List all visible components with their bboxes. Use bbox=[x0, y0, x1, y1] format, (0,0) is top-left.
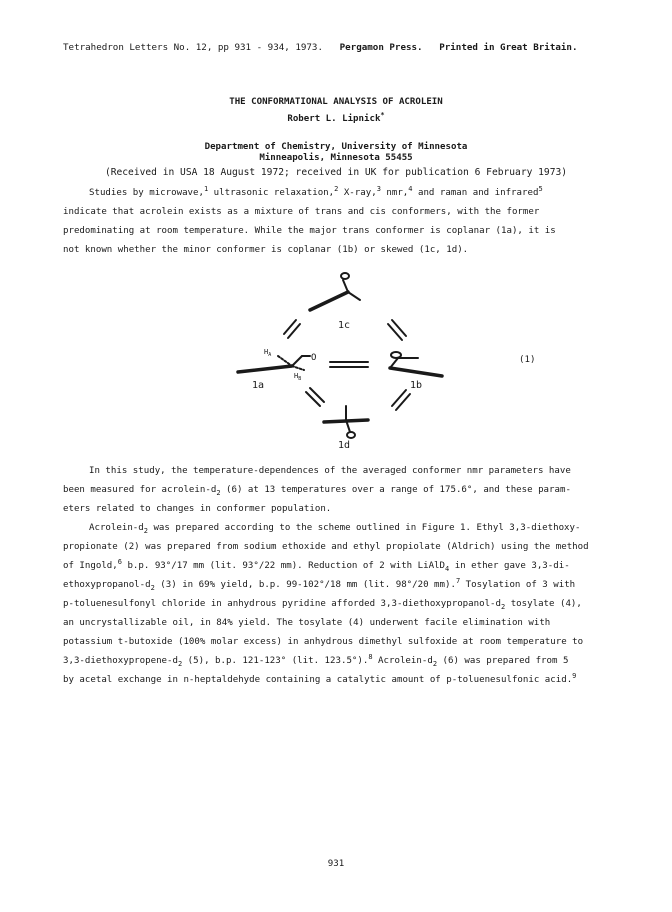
label-1c: 1c bbox=[338, 320, 351, 331]
para2-line-1: In this study, the temperature-dependences of the averaged conformer nmr parameters have bbox=[89, 466, 571, 476]
author-footnote-mark: * bbox=[380, 111, 385, 119]
intro-line-2: indicate that acrolein exists as a mixture of trans and cis conformers, with the former bbox=[63, 207, 540, 217]
article-title: THE CONFORMATIONAL ANALYSIS OF ACROLEIN bbox=[229, 97, 443, 107]
author-name: Robert L. Lipnick bbox=[287, 114, 381, 124]
para3-line-5: p-toluenesulfonyl chloride in anhydrous pyridine afforded $3,3-diethoxypropanol-d_2$ tosylate (4), bbox=[63, 599, 582, 611]
para3-line-4: ethoxypropanol-$d_2$ (3) in 69% yield, b.p. 99-102°/18 mm (lit. 98°/20 mm).$^7$ Tosylation of 3 with bbox=[63, 577, 576, 592]
arrow-bottom-left bbox=[306, 392, 320, 406]
para3-line-7: potassium t-butoxide (100% molar excess) in anhydrous dimethyl sulfoxide at room temperature to bbox=[63, 637, 584, 647]
label-hb: $H_B$ bbox=[294, 372, 302, 382]
structure-1d bbox=[324, 406, 368, 438]
journal-citation: Tetrahedron Letters No. 12, pp 931 - 934, 1973. bbox=[63, 42, 323, 53]
affiliation-dept: Department of Chemistry, University of Minnesota bbox=[204, 142, 468, 152]
para2-line-2: been measured for acrolein-$d_2$ (6) at 13 temperatures over a range of 175.6°, and these param- bbox=[63, 485, 571, 497]
para3-line-2: propionate (2) was prepared from sodium ethoxide and ethyl propiolate (Aldrich) using the method bbox=[63, 542, 589, 552]
publisher: Pergamon Press. bbox=[339, 42, 423, 53]
received-line: (Received in USA 18 August 1972; received in UK for publication 6 February 1973) bbox=[104, 167, 568, 178]
label-o: O bbox=[311, 353, 317, 363]
arrow-top-right bbox=[388, 324, 402, 340]
para3-line-3: of Ingold,$^6$ b.p. 93°/17 mm (lit. 93°/22 mm). Reduction of 2 with LiAlD$_4$ in ether gave 3,3-di- bbox=[63, 558, 570, 573]
journal-header bbox=[63, 42, 577, 54]
author-line bbox=[0, 113, 672, 125]
label-1a: 1a bbox=[252, 380, 265, 391]
intro-line-4: not known whether the minor conformer is coplanar (1b) or skewed (1c, 1d). bbox=[63, 245, 469, 255]
conformer-scheme bbox=[200, 272, 520, 452]
equation-number: (1) bbox=[519, 355, 536, 365]
para3-line-6: an uncrystallizable oil, in 84% yield. The tosylate (4) underwent facile elimination with bbox=[63, 618, 551, 628]
arrow-bottom-right bbox=[392, 390, 406, 406]
para3-line-8: $3,3-diethoxypropene-d_2$ (5), b.p. 121-123° (lit. 123.5°).$^8$ Acrolein-$d_2$ (6) was prepared from 5 bbox=[63, 653, 569, 668]
structure-1c bbox=[310, 273, 360, 310]
para3-line-1: Acrolein-$d_2$ was prepared according to the scheme outlined in Figure 1. Ethyl 3,3-diethoxy- bbox=[89, 523, 581, 535]
para2-line-3: eters related to changes in conformer population. bbox=[63, 504, 332, 514]
intro-line-1: Studies by microwave,$^1$ ultrasonic relaxation,$^2$ X-ray,$^3$ nmr,$^4$ and raman and infrared$^5$ bbox=[89, 185, 543, 198]
label-1b: 1b bbox=[410, 380, 423, 391]
intro-line-3: predominating at room temperature. While the major trans conformer is coplanar (1a), it is bbox=[63, 226, 556, 236]
label-1d: 1d bbox=[338, 440, 351, 451]
label-ha: $H_A$ bbox=[264, 348, 272, 358]
page-number: 931 bbox=[327, 859, 345, 869]
affiliation-city: Minneapolis, Minnesota 55455 bbox=[259, 153, 413, 163]
printed-note: Printed in Great Britain. bbox=[439, 42, 578, 53]
structure-1b bbox=[390, 352, 442, 376]
para3-line-9: by acetal exchange in n-heptaldehyde containing a catalytic amount of p-toluenesulfonic acid.$^9$ bbox=[63, 672, 577, 685]
structure-1a bbox=[238, 356, 310, 372]
